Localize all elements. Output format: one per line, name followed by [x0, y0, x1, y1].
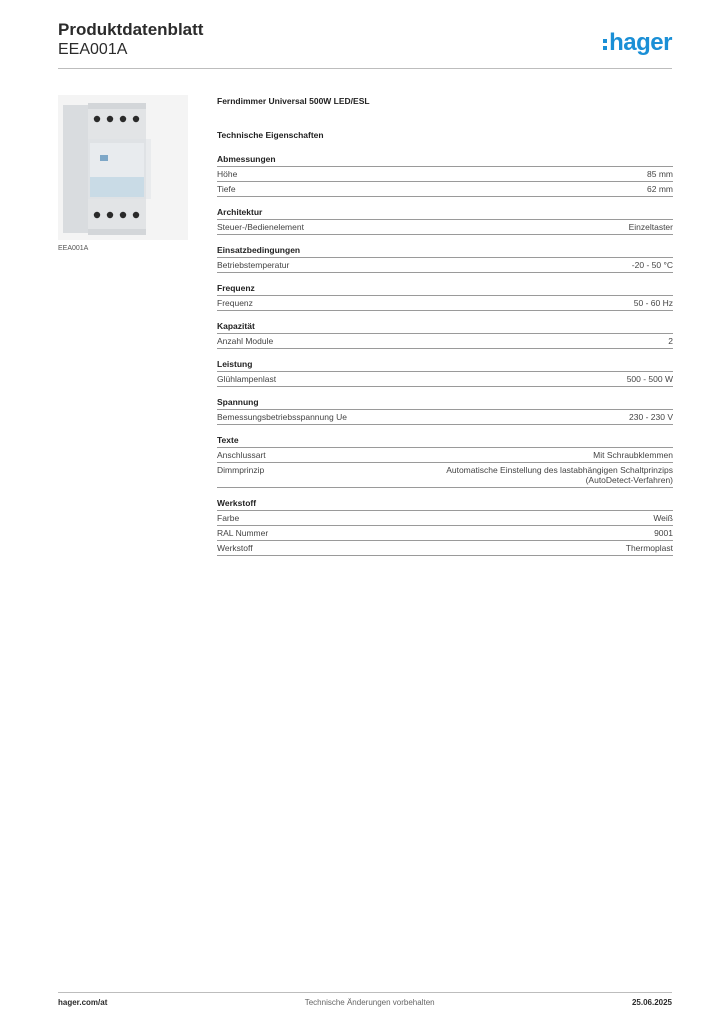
footer-date: 25.06.2025 [631, 998, 672, 1007]
spec-section [217, 154, 673, 197]
header-divider [58, 68, 672, 69]
section-heading: Technische Eigenschaften [217, 130, 324, 140]
spec-value: Mit Schraubklemmen [593, 450, 673, 460]
spec-content [217, 96, 673, 556]
spec-value: -20 - 50 °C [631, 260, 673, 270]
document-title: Produktdatenblatt [58, 20, 204, 39]
spec-label: Anschlussart [217, 450, 266, 460]
hager-logo [603, 28, 672, 58]
spec-section [217, 321, 673, 349]
spec-section [217, 435, 673, 488]
spec-row [217, 372, 673, 387]
spec-row [217, 511, 673, 526]
spec-section-title: Texte [217, 435, 673, 448]
spec-value: 50 - 60 Hz [633, 298, 673, 308]
spec-row [217, 258, 673, 273]
spec-value: Automatische Einstellung des lastabhängigen Schaltprinzips (AutoDetect-Verfahren) [446, 465, 673, 485]
logo-wordmark: hager [609, 29, 672, 56]
spec-value: 85 mm [647, 169, 673, 179]
page-footer [58, 998, 672, 1007]
spec-label: Frequenz [217, 298, 253, 308]
product-code: EEA001A [58, 41, 128, 58]
spec-label: Höhe [217, 169, 238, 179]
spec-row [217, 448, 673, 463]
spec-section [217, 283, 673, 311]
spec-row [217, 334, 673, 349]
product-name: Ferndimmer Universal 500W LED/ESL [217, 96, 370, 106]
spec-section-title: Kapazität [217, 321, 673, 334]
spec-row [217, 463, 673, 488]
spec-section-title: Frequenz [217, 283, 673, 296]
footer-divider [58, 992, 672, 993]
spec-value: 2 [668, 336, 673, 346]
spec-row [217, 167, 673, 182]
spec-value: 9001 [654, 528, 673, 538]
spec-value: Thermoplast [625, 543, 673, 553]
spec-section-title: Leistung [217, 359, 673, 372]
spec-row [217, 296, 673, 311]
spec-section [217, 397, 673, 425]
spec-value: 62 mm [647, 184, 673, 194]
spec-sections [217, 154, 673, 556]
spec-label: Bemessungsbetriebsspannung Ue [217, 412, 347, 422]
spec-row [217, 410, 673, 425]
spec-row [217, 220, 673, 235]
spec-label: Werkstoff [217, 543, 253, 553]
spec-label: Tiefe [217, 184, 236, 194]
spec-label: Steuer-/Bedienelement [217, 222, 304, 232]
spec-section-title: Spannung [217, 397, 673, 410]
spec-value: 500 - 500 W [626, 374, 673, 384]
spec-section-title: Einsatzbedingungen [217, 245, 673, 258]
document-header [58, 20, 203, 59]
spec-label: Glühlampenlast [217, 374, 277, 384]
spec-label: RAL Nummer [217, 528, 269, 538]
spec-value: Einzeltaster [628, 222, 673, 232]
spec-label: Anzahl Module [217, 336, 274, 346]
image-caption: EEA001A [58, 245, 89, 252]
spec-row [217, 526, 673, 541]
footer-website: hager.com/at [58, 998, 108, 1007]
logo-colon-icon [603, 39, 607, 50]
spec-row [217, 541, 673, 556]
spec-value: Weiß [653, 513, 673, 523]
spec-section-title: Abmessungen [217, 154, 673, 167]
spec-section-title: Architektur [217, 207, 673, 220]
product-image [58, 95, 188, 240]
spec-section [217, 359, 673, 387]
spec-value: 230 - 230 V [629, 412, 673, 422]
spec-label: Betriebstemperatur [217, 260, 290, 270]
spec-section [217, 498, 673, 556]
spec-section [217, 245, 673, 273]
spec-label: Dimmprinzip [217, 465, 265, 475]
footer-note: Technische Änderungen vorbehalten [304, 998, 435, 1007]
spec-label: Farbe [217, 513, 240, 523]
spec-section [217, 207, 673, 235]
spec-section-title: Werkstoff [217, 498, 673, 511]
spec-row [217, 182, 673, 197]
dimmer-device-icon [58, 95, 188, 240]
